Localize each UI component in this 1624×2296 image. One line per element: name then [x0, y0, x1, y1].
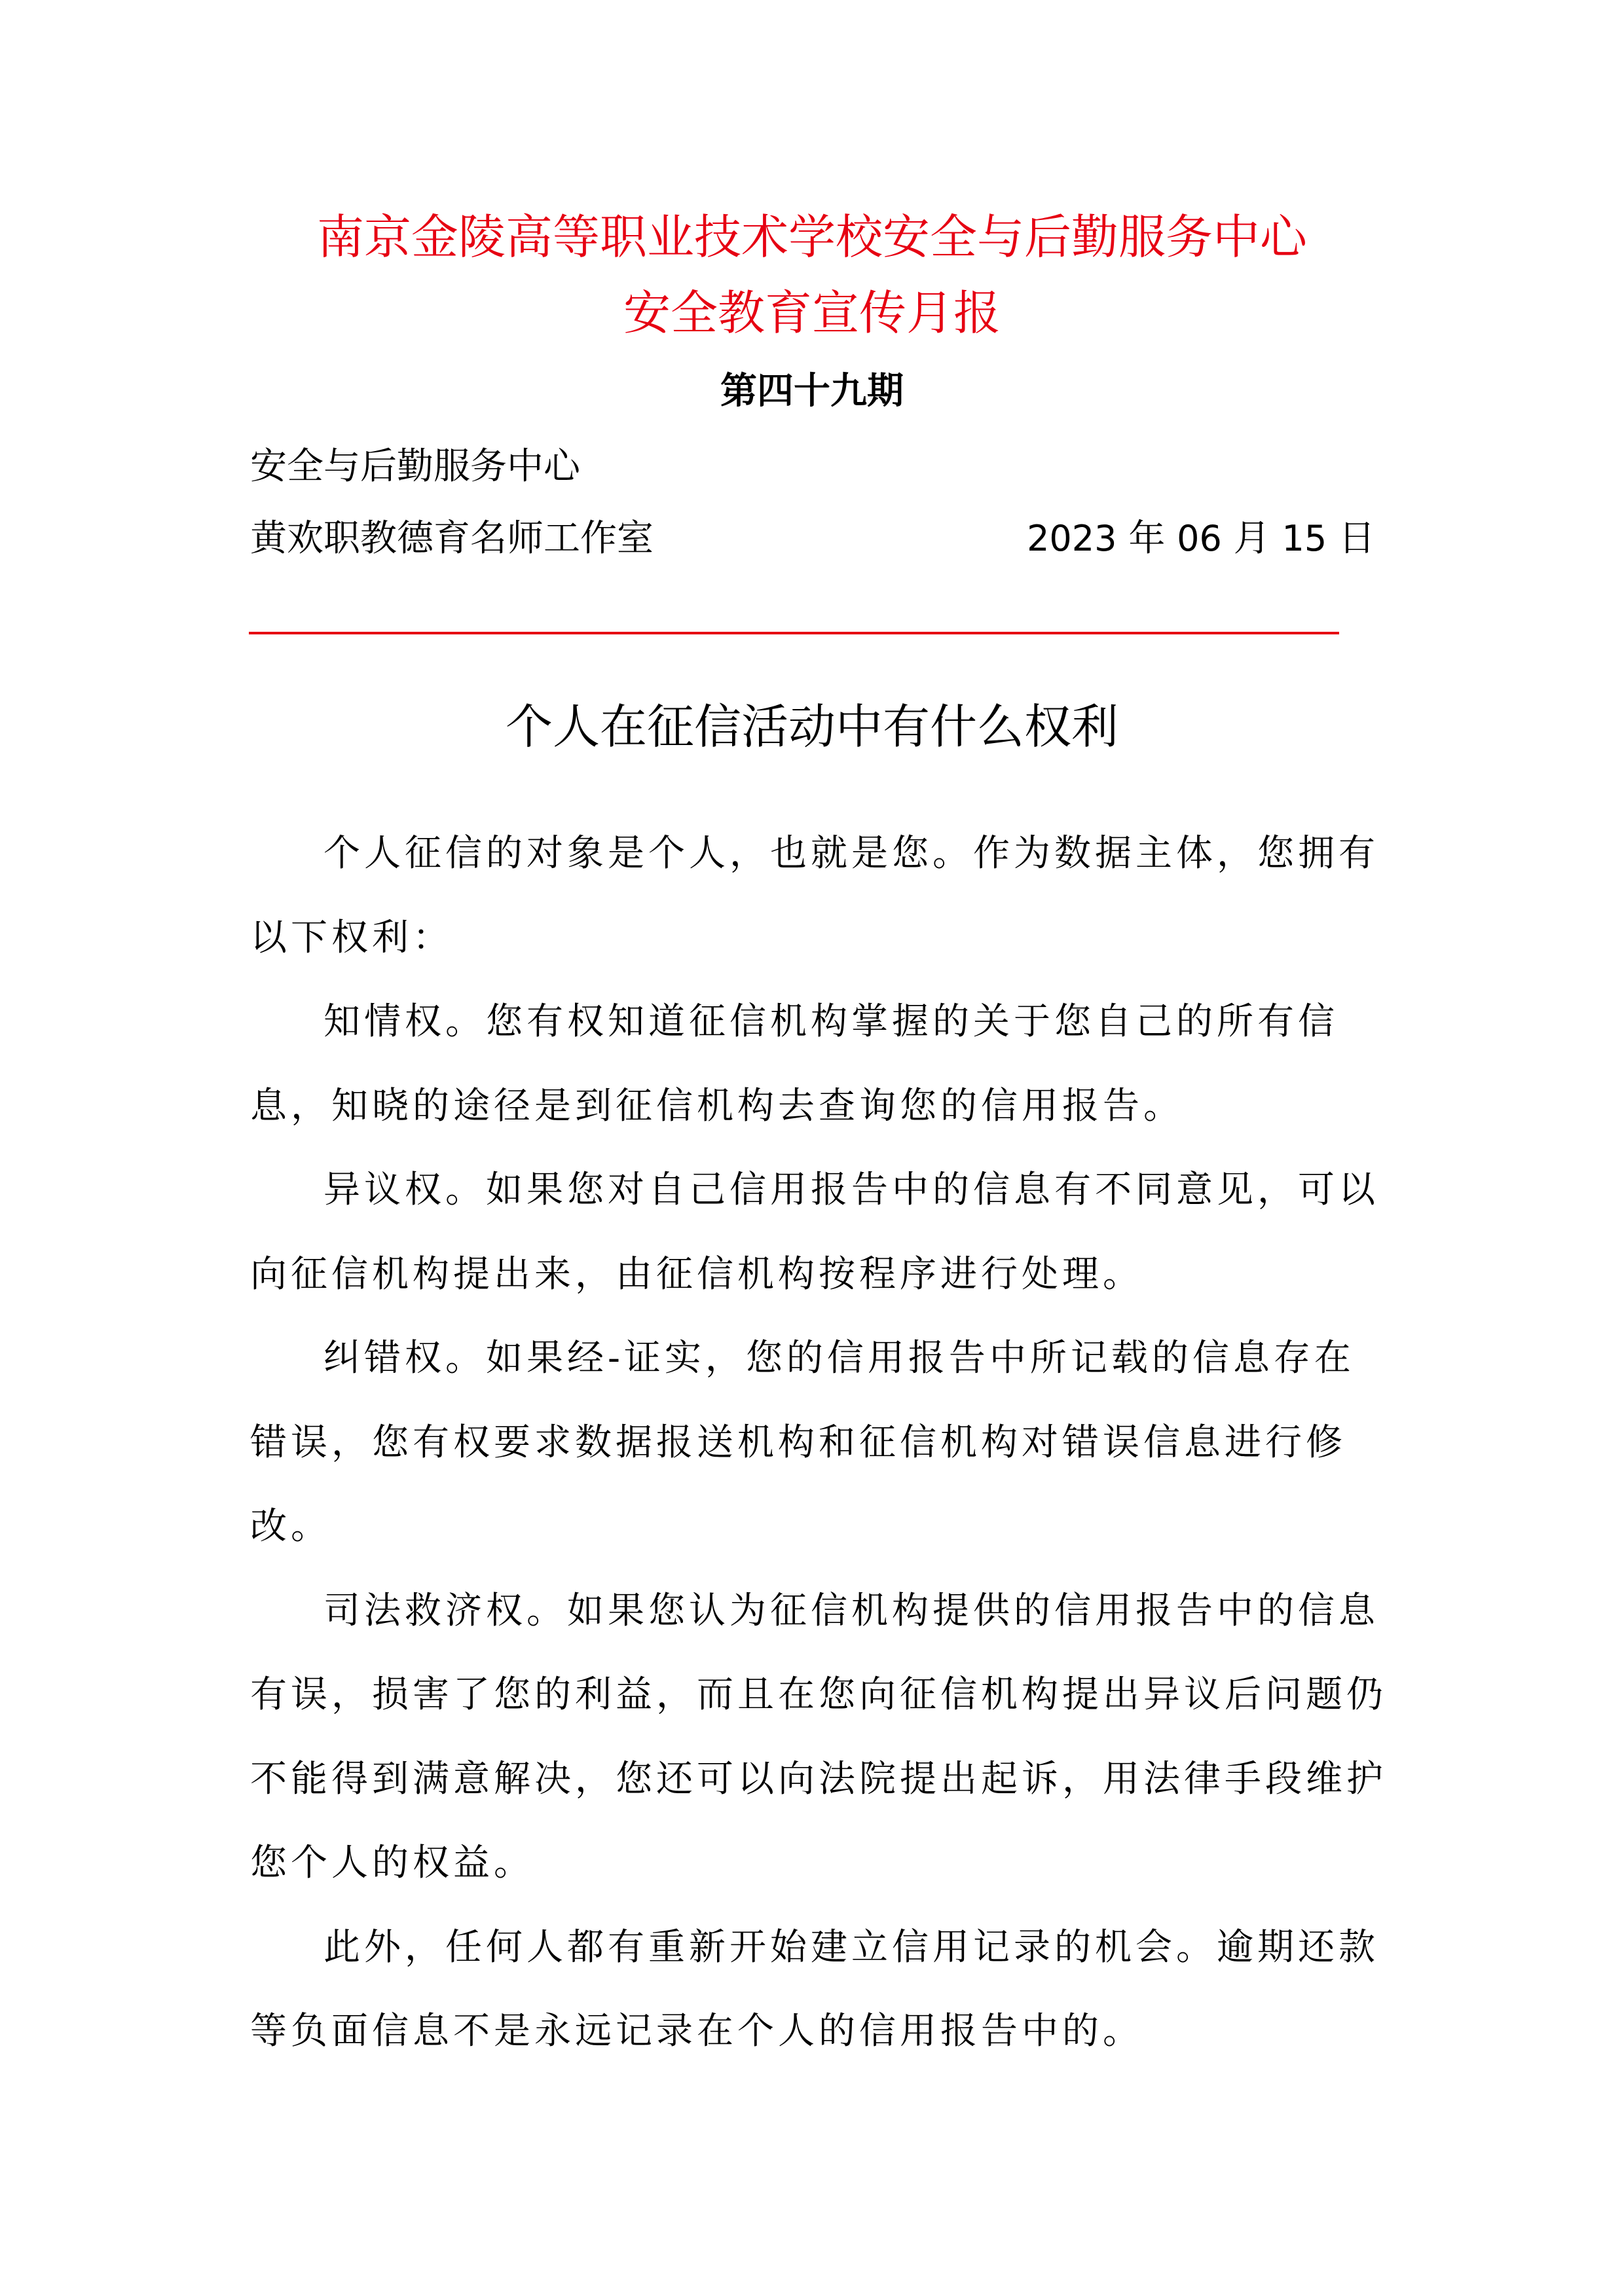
- publisher-studio: 黄欢职教德育名师工作室: [250, 517, 654, 560]
- paragraph-right-to-know: 知情权。您有权知道征信机构掌握的关于您自己的所有信息，知晓的途径是到征信机构去查询您的信用报告。: [250, 1000, 1338, 1127]
- article-body: [250, 812, 1388, 2074]
- paragraph-closing: 此外，任何人都有重新开始建立信用记录的机会。逾期还款等负面信息不是永远记录在个人的信用报告中的。: [250, 1925, 1379, 2052]
- paragraph-right-to-correct: 纠错权。如果经-证实，您的信用报告中所记载的信息存在错误，您有权要求数据报送机构和征信机构对错误信息进行修改。: [250, 1337, 1355, 1548]
- date-month-unit: 月: [1233, 517, 1270, 560]
- date-year: 2023: [1027, 518, 1117, 559]
- paragraph-intro: 个人征信的对象是个人，也就是您。作为数据主体，您拥有以下权利：: [250, 832, 1379, 959]
- issue-number: 第四十九期: [720, 370, 904, 412]
- header-divider: [249, 632, 1339, 634]
- paragraph-judicial-remedy: 司法救济权。如果您认为征信机构提供的信用报告中的信息有误，损害了您的利益，而且在您向征信机构提出异议后问题仍不能得到满意解决，您还可以向法院提出起诉，用法律手段维护您个人的权益。: [250, 1589, 1387, 1884]
- date-day: 15: [1282, 518, 1327, 559]
- publication-date: [1027, 506, 1375, 572]
- article-title: 个人在征信活动中有什么权利: [505, 699, 1118, 754]
- newsletter-title: 南京金陵高等职业技术学校安全与后勤服务中心: [316, 210, 1307, 264]
- paragraph-right-to-object: 异议权。如果您对自己信用报告中的信息有不同意见，可以向征信机构提出来，由征信机构按程序进行处理。: [250, 1169, 1379, 1296]
- date-year-unit: 年: [1128, 517, 1166, 560]
- newsletter-subtitle: 安全教育宣传月报: [623, 285, 1001, 340]
- date-month: 06: [1177, 518, 1222, 559]
- date-day-unit: 日: [1338, 517, 1375, 560]
- publisher-department: 安全与后勤服务中心: [250, 445, 580, 488]
